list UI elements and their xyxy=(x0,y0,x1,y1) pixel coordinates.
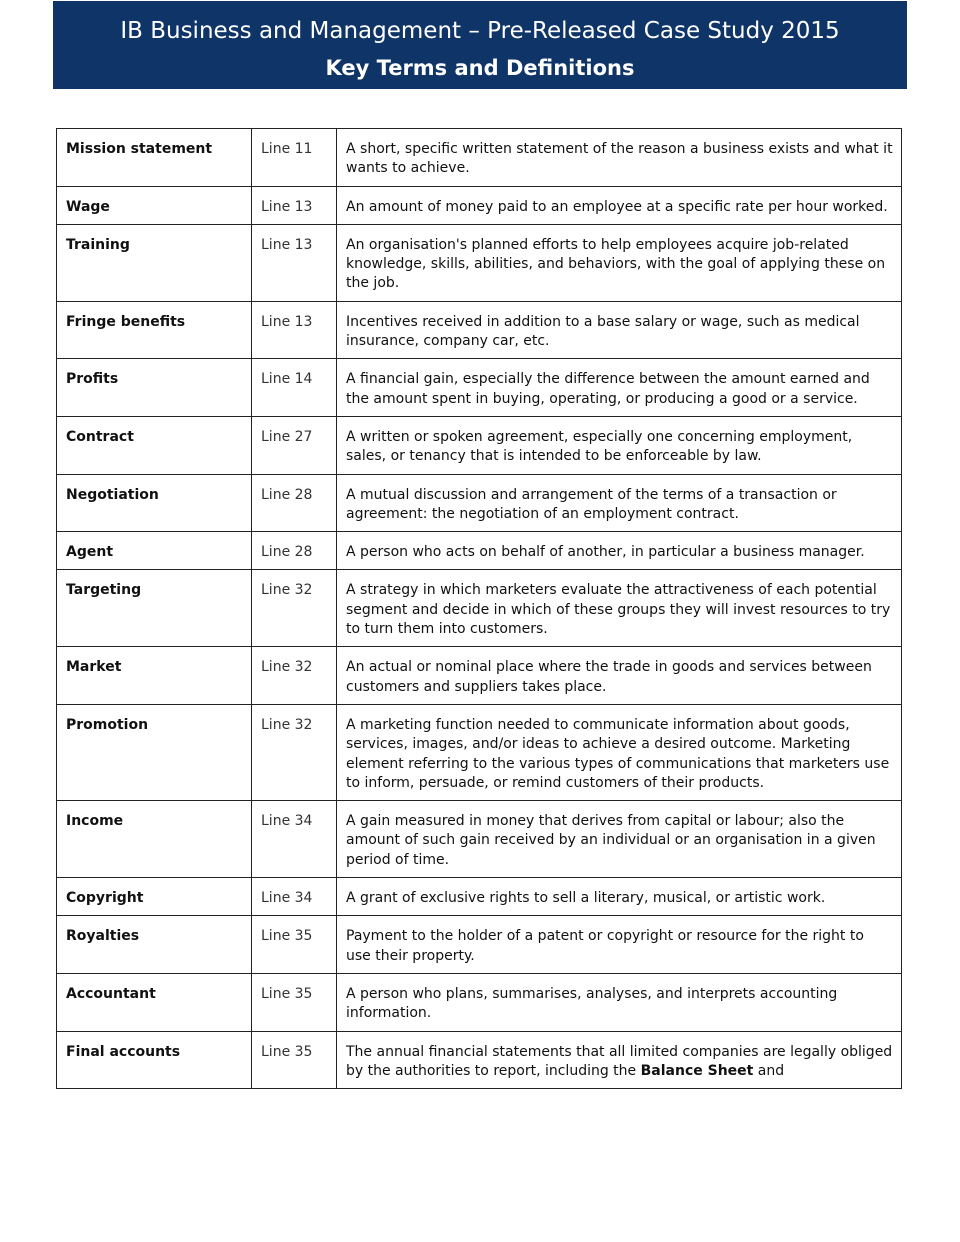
table-row xyxy=(57,474,902,532)
definition-cell xyxy=(337,1031,902,1089)
definition-cell: A person who acts on behalf of another, in particular a business manager. xyxy=(337,532,902,570)
term-cell: Profits xyxy=(57,359,252,417)
line-reference-cell: Line 32 xyxy=(252,570,337,647)
table-row xyxy=(57,878,902,916)
line-reference-cell: Line 14 xyxy=(252,359,337,417)
table-row xyxy=(57,416,902,474)
line-reference-cell: Line 28 xyxy=(252,474,337,532)
definition-cell: A gain measured in money that derives from capital or labour; also the amount of such gain received by an individual or an organisation in a given period of time. xyxy=(337,801,902,878)
term-cell: Accountant xyxy=(57,973,252,1031)
term-cell: Fringe benefits xyxy=(57,301,252,359)
term-cell: Royalties xyxy=(57,916,252,974)
definition-cell: A mutual discussion and arrangement of the terms of a transaction or agreement: the negotiation of an employment contract. xyxy=(337,474,902,532)
definition-text: and xyxy=(753,1062,785,1079)
table-row xyxy=(57,129,902,187)
document-header xyxy=(53,1,907,89)
term-cell: Training xyxy=(57,224,252,301)
table-row xyxy=(57,1031,902,1089)
table-row xyxy=(57,224,902,301)
table-row xyxy=(57,647,902,705)
definition-bold-term: Balance Sheet xyxy=(640,1062,754,1079)
term-cell: Income xyxy=(57,801,252,878)
term-cell: Copyright xyxy=(57,878,252,916)
line-reference-cell: Line 34 xyxy=(252,801,337,878)
table-row xyxy=(57,301,902,359)
definition-cell: A written or spoken agreement, especially one concerning employment, sales, or tenancy that is intended to be enforceable by law. xyxy=(337,416,902,474)
term-cell: Contract xyxy=(57,416,252,474)
definition-cell: Incentives received in addition to a base salary or wage, such as medical insurance, company car, etc. xyxy=(337,301,902,359)
term-cell: Negotiation xyxy=(57,474,252,532)
line-reference-cell: Line 13 xyxy=(252,186,337,224)
definition-cell: A person who plans, summarises, analyses, and interprets accounting information. xyxy=(337,973,902,1031)
line-reference-cell: Line 28 xyxy=(252,532,337,570)
definition-cell: A grant of exclusive rights to sell a literary, musical, or artistic work. xyxy=(337,878,902,916)
term-cell: Agent xyxy=(57,532,252,570)
term-cell: Final accounts xyxy=(57,1031,252,1089)
definition-cell: A short, specific written statement of the reason a business exists and what it wants to achieve. xyxy=(337,129,902,187)
definition-cell: A financial gain, especially the difference between the amount earned and the amount spent in buying, operating, or producing a good or a service. xyxy=(337,359,902,417)
line-reference-cell: Line 11 xyxy=(252,129,337,187)
definition-cell: An actual or nominal place where the trade in goods and services between customers and suppliers takes place. xyxy=(337,647,902,705)
definition-cell: Payment to the holder of a patent or copyright or resource for the right to use their property. xyxy=(337,916,902,974)
table-row xyxy=(57,916,902,974)
table-row xyxy=(57,532,902,570)
line-reference-cell: Line 32 xyxy=(252,704,337,800)
definition-cell: An amount of money paid to an employee at a specific rate per hour worked. xyxy=(337,186,902,224)
line-reference-cell: Line 27 xyxy=(252,416,337,474)
line-reference-cell: Line 35 xyxy=(252,1031,337,1089)
term-cell: Wage xyxy=(57,186,252,224)
table-row xyxy=(57,801,902,878)
definition-cell: An organisation's planned efforts to help employees acquire job-related knowledge, skills, abilities, and behaviors, with the goal of applying these on the job. xyxy=(337,224,902,301)
table-row xyxy=(57,973,902,1031)
table-row xyxy=(57,570,902,647)
table-row xyxy=(57,359,902,417)
line-reference-cell: Line 35 xyxy=(252,916,337,974)
line-reference-cell: Line 32 xyxy=(252,647,337,705)
definition-cell: A strategy in which marketers evaluate the attractiveness of each potential segment and decide in which of these groups they will invest resources to try to turn them into customers. xyxy=(337,570,902,647)
line-reference-cell: Line 35 xyxy=(252,973,337,1031)
line-reference-cell: Line 13 xyxy=(252,301,337,359)
term-cell: Promotion xyxy=(57,704,252,800)
term-cell: Market xyxy=(57,647,252,705)
definition-text: The annual financial statements that all limited companies are legally obliged by the authorities to report, including the xyxy=(346,1043,893,1079)
document-subtitle: Key Terms and Definitions xyxy=(325,56,635,80)
line-reference-cell: Line 34 xyxy=(252,878,337,916)
definition-cell: A marketing function needed to communicate information about goods, services, images, and/or ideas to achieve a desired outcome. Marketing element referring to the various types of communications that marketers use to inform, persuade, or remind customers of their products. xyxy=(337,704,902,800)
term-cell: Targeting xyxy=(57,570,252,647)
line-reference-cell: Line 13 xyxy=(252,224,337,301)
table-row xyxy=(57,704,902,800)
key-terms-table xyxy=(56,128,902,1089)
table-row xyxy=(57,186,902,224)
term-cell: Mission statement xyxy=(57,129,252,187)
document-title: IB Business and Management – Pre-Released Case Study 2015 xyxy=(120,18,840,44)
